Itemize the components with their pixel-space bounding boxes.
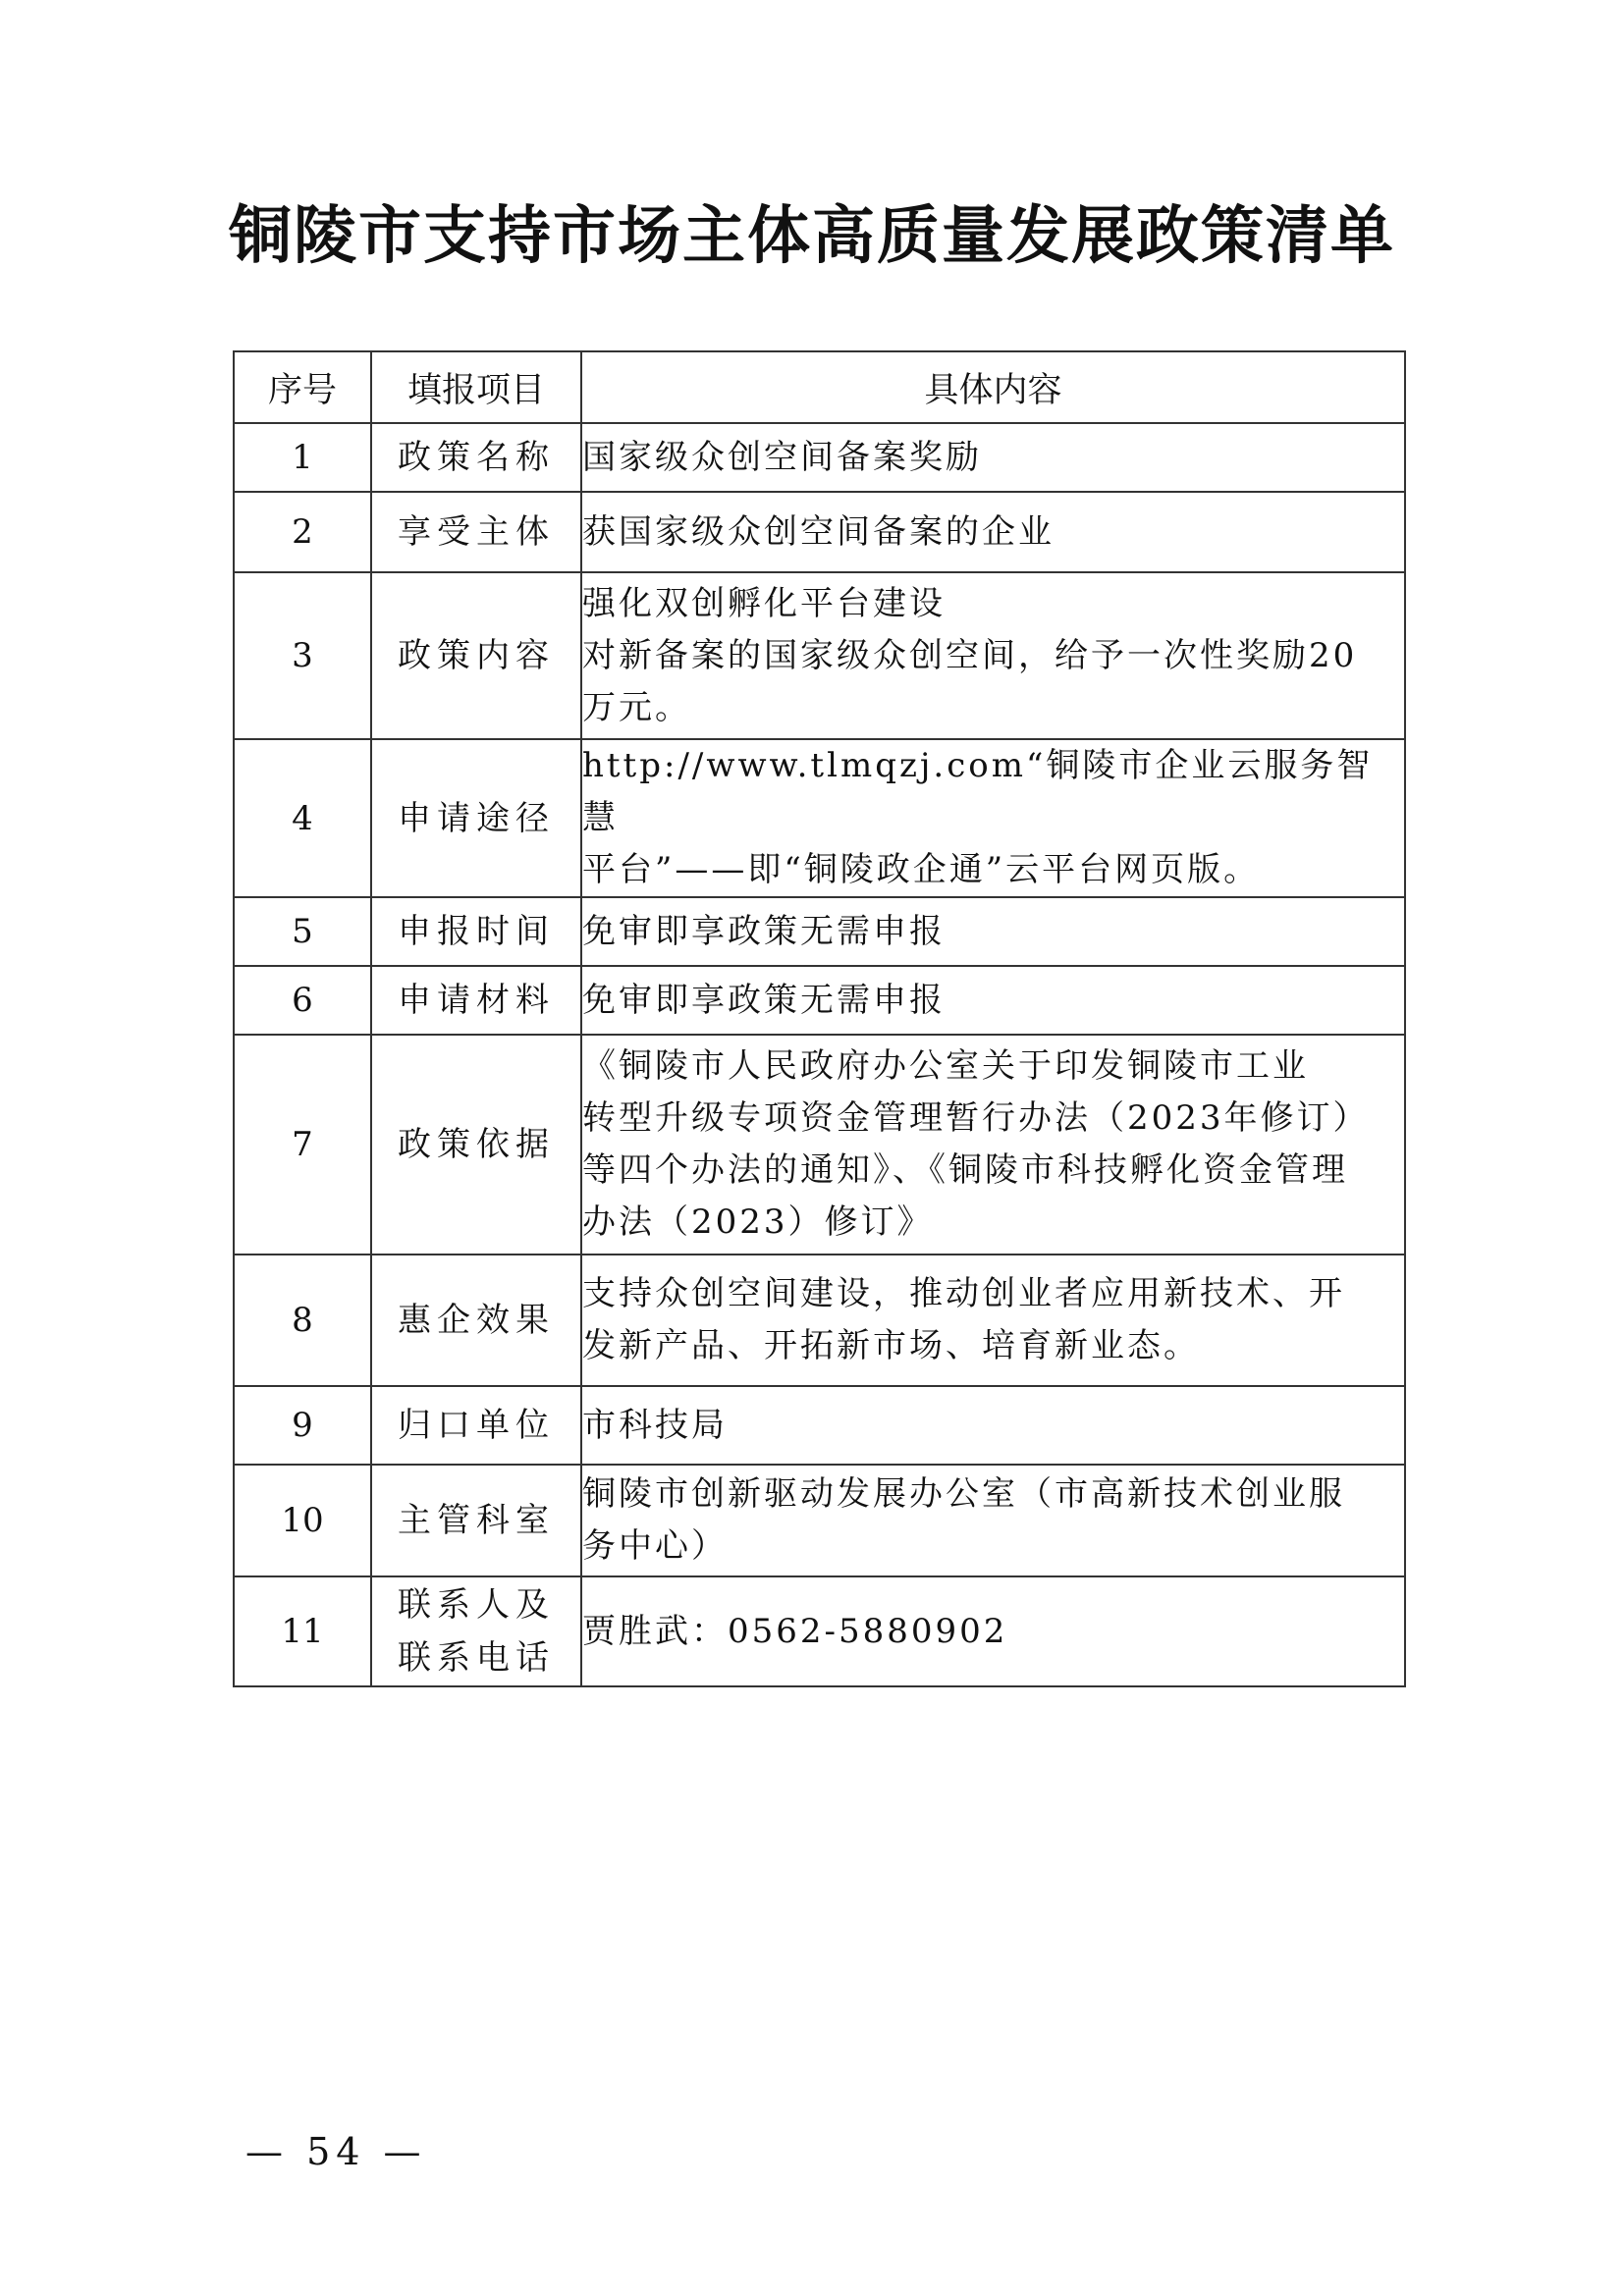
row-item: 申请途径 [371, 739, 581, 897]
table-row [234, 572, 1405, 739]
content-line: 平台”——即“铜陵政企通”云平台网页版。 [582, 850, 1261, 889]
header-content: 具体内容 [581, 351, 1405, 423]
row-content [581, 492, 1405, 572]
table-row [234, 966, 1405, 1035]
row-item: 申请材料 [371, 966, 581, 1035]
row-number: 11 [234, 1576, 371, 1686]
row-number: 5 [234, 897, 371, 966]
item-line: 联系人及 [398, 1585, 555, 1625]
row-content [581, 1386, 1405, 1465]
content-line: 免审即享政策无需申报 [582, 911, 946, 951]
row-number: 3 [234, 572, 371, 739]
content-line: 对新备案的国家级众创空间，给予一次性奖励20 [582, 635, 1358, 675]
content-line: 务中心） [582, 1526, 728, 1566]
row-number: 4 [234, 739, 371, 897]
content-line: 办法（2023）修订》 [582, 1202, 934, 1242]
content-line: 铜陵市创新驱动发展办公室（市高新技术创业服 [582, 1474, 1345, 1514]
row-content [581, 739, 1405, 897]
row-number: 8 [234, 1255, 371, 1386]
row-number: 10 [234, 1465, 371, 1576]
row-number: 7 [234, 1035, 371, 1255]
header-item: 填报项目 [371, 351, 581, 423]
row-content [581, 1576, 1405, 1686]
row-content [581, 1255, 1405, 1386]
content-line: 支持众创空间建设，推动创业者应用新技术、开 [582, 1274, 1345, 1313]
row-number: 1 [234, 423, 371, 492]
row-item: 享受主体 [371, 492, 581, 572]
table-row [234, 1465, 1405, 1576]
page-number: — 54 — [245, 2130, 427, 2173]
content-line: 免审即享政策无需申报 [582, 980, 946, 1020]
content-line: 发新产品、开拓新市场、培育新业态。 [582, 1326, 1200, 1365]
row-content [581, 897, 1405, 966]
row-number: 9 [234, 1386, 371, 1465]
row-number: 6 [234, 966, 371, 1035]
item-line: 联系电话 [398, 1638, 555, 1678]
content-line: 市科技局 [582, 1405, 728, 1445]
content-line: 获国家级众创空间备案的企业 [582, 511, 1055, 552]
row-number: 2 [234, 492, 371, 572]
row-item: 申报时间 [371, 897, 581, 966]
content-line: 转型升级专项资金管理暂行办法（2023年修订） [582, 1098, 1370, 1138]
table-row [234, 897, 1405, 966]
table-row [234, 1386, 1405, 1465]
policy-table [233, 350, 1406, 1687]
content-line: 万元。 [582, 687, 691, 727]
row-content [581, 966, 1405, 1035]
content-line: 等四个办法的通知》、《铜陵市科技孵化资金管理 [582, 1150, 1348, 1190]
table-row [234, 423, 1405, 492]
row-item: 惠企效果 [371, 1255, 581, 1386]
table-row [234, 1576, 1405, 1686]
content-line: 强化双创孵化平台建设 [582, 583, 946, 623]
row-item: 政策名称 [371, 423, 581, 492]
content-line: 国家级众创空间备案奖励 [582, 437, 982, 477]
table-row [234, 1035, 1405, 1255]
content-line: 《铜陵市人民政府办公室关于印发铜陵市工业 [582, 1046, 1309, 1086]
row-item: 归口单位 [371, 1386, 581, 1465]
row-item: 主管科室 [371, 1465, 581, 1576]
row-item [371, 1576, 581, 1686]
row-item: 政策内容 [371, 572, 581, 739]
row-content [581, 1035, 1405, 1255]
content-line: 贾胜武：0562-5880902 [582, 1611, 1008, 1651]
table-row [234, 1255, 1405, 1386]
table-row [234, 492, 1405, 572]
table-row [234, 739, 1405, 897]
row-item: 政策依据 [371, 1035, 581, 1255]
row-content [581, 572, 1405, 739]
table-header-row [234, 351, 1405, 423]
page-title: 铜陵市支持市场主体高质量发展政策清单 [229, 199, 1395, 273]
content-line: http://www.tlmqzj.com“铜陵市企业云服务智慧 [582, 746, 1374, 837]
header-number: 序号 [234, 351, 371, 423]
row-content [581, 423, 1405, 492]
row-content [581, 1465, 1405, 1576]
